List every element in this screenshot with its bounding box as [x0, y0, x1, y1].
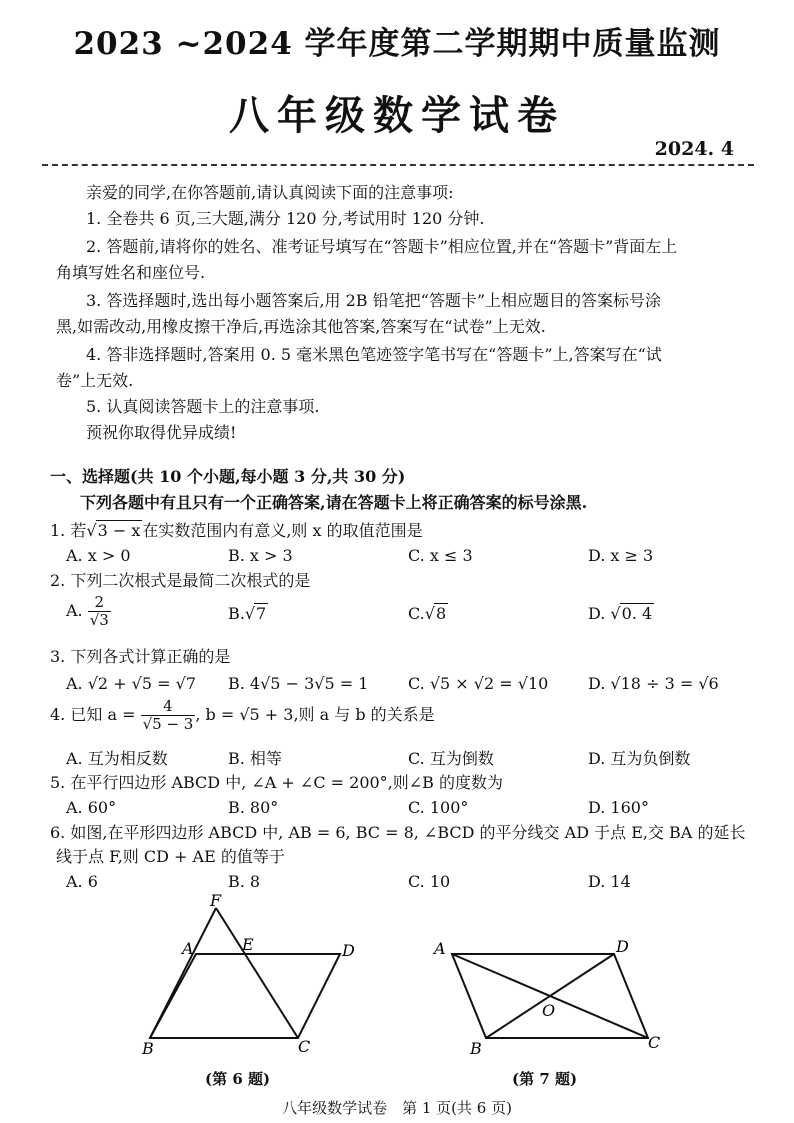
q1-option-d: D. x ≥ 3	[588, 546, 654, 565]
fig7-label-d: D	[616, 937, 629, 956]
question-5-stem: 5. 在平行四边形 ABCD 中, ∠A + ∠C = 200°,则∠B 的度数为	[50, 773, 504, 792]
question-2-stem: 2. 下列二次根式是最简二次根式的是	[50, 571, 311, 590]
question-3-stem: 3. 下列各式计算正确的是	[50, 647, 231, 666]
notice-item-3: 3. 答选择题时,选出每小题答案后,用 2B 铅笔把“答题卡”上相应题目的答案标号涂	[86, 291, 661, 310]
fig6-label-a: A	[182, 939, 194, 958]
sqrt-sign: √	[86, 521, 97, 540]
notice-wish: 预祝你取得优异成绩!	[86, 423, 237, 442]
q2-option-d: D. √0. 4	[588, 604, 653, 623]
exam-date: 2024. 4	[654, 138, 734, 160]
q3-option-d: D. √18 ÷ 3 = √6	[588, 674, 719, 693]
q4-option-a: A. 互为相反数	[66, 749, 168, 768]
figure-6-caption: (第 6 题)	[205, 1070, 271, 1088]
fig6-label-b: B	[142, 1039, 154, 1058]
notice-item-4: 4. 答非选择题时,答案用 0. 5 毫米黑色笔迹签字笔书写在“答题卡”上,答案写在“试	[86, 345, 662, 364]
fig7-label-b: B	[470, 1039, 482, 1058]
q1-post: 在实数范围内有意义,则 x 的取值范围是	[142, 521, 423, 540]
fig6-line-fb	[150, 908, 216, 1038]
figure-7-diagram	[428, 928, 668, 1058]
q2-option-b: B.√7	[228, 604, 267, 623]
notice-item-2-cont: 角填写姓名和座位号.	[56, 263, 206, 282]
fig6-label-c: C	[298, 1037, 311, 1056]
section-heading: 一、选择题(共 10 个小题,每小题 3 分,共 30 分)	[50, 467, 406, 486]
notice-item-2: 2. 答题前,请将你的姓名、准考证号填写在“答题卡”相应位置,并在“答题卡”背面左上	[86, 237, 678, 256]
fig7-label-a: A	[434, 939, 446, 958]
question-4-stem: 4. 已知 a = $\frac{4}{√5 - 3}$ , b = √5 + 3,则 a 与 b 的关系是	[50, 697, 435, 733]
figure-6-diagram	[130, 892, 370, 1062]
question-6-line-2: 线于点 F,则 CD + AE 的值等于	[56, 847, 285, 866]
fig6-label-d: D	[342, 941, 355, 960]
fig6-line-fc	[216, 908, 298, 1038]
q5-option-a: A. 60°	[66, 798, 117, 817]
q1-radicand: 3 − x	[97, 521, 141, 540]
q4-fraction: $\frac{4}{√5 - 3}$	[142, 697, 194, 733]
q4-option-c: C. 互为倒数	[408, 749, 494, 768]
notice-item-5: 5. 认真阅读答题卡上的注意事项.	[86, 397, 320, 416]
figure-7-caption: (第 7 题)	[512, 1070, 578, 1088]
notice-intro: 亲爱的同学,在你答题前,请认真阅读下面的注意事项:	[86, 183, 454, 202]
q5-option-c: C. 100°	[408, 798, 469, 817]
q6-option-c: C. 10	[408, 872, 451, 891]
q4-option-b: B. 相等	[228, 749, 282, 768]
notice-item-4-cont: 卷”上无效.	[56, 371, 134, 390]
fig7-diagonal-bd	[486, 954, 614, 1038]
q3-option-c: C. √5 × √2 = √10	[408, 674, 549, 693]
question-1-stem	[50, 520, 423, 542]
q1-pre: 1. 若	[50, 521, 87, 540]
q5-option-b: B. 80°	[228, 798, 279, 817]
header-divider	[42, 164, 754, 166]
fig7-label-o: O	[542, 1001, 556, 1020]
q2-a-fraction: $\frac{2}{√3}$	[89, 593, 109, 629]
q2-option-c: C.√8	[408, 604, 447, 623]
page-footer: 八年级数学试卷 第 1 页(共 6 页)	[282, 1099, 512, 1117]
q6-option-d: D. 14	[588, 872, 631, 891]
fig6-label-f: F	[210, 892, 222, 910]
q1-option-a: A. x > 0	[66, 546, 131, 565]
fig6-parallelogram	[150, 954, 340, 1038]
question-6-line-1: 6. 如图,在平形四边形 ABCD 中, AB = 6, BC = 8, ∠BCD 的平分线交 AD 于点 E,交 BA 的延长	[50, 823, 746, 842]
q3-option-a: A. √2 + √5 = √7	[66, 674, 197, 693]
q4-option-d: D. 互为负倒数	[588, 749, 691, 768]
q1-option-c: C. x ≤ 3	[408, 546, 473, 565]
q5-option-d: D. 160°	[588, 798, 649, 817]
exam-subject-title: 八年级数学试卷	[229, 92, 565, 139]
q1-option-b: B. x > 3	[228, 546, 293, 565]
q6-option-b: B. 8	[228, 872, 261, 891]
notice-item-3-cont: 黑,如需改动,用橡皮擦干净后,再选涂其他答案,答案写在“试卷”上无效.	[56, 317, 546, 336]
exam-period-title: 2023 ~2024 学年度第二学期期中质量监测	[73, 26, 721, 62]
section-instruction: 下列各题中有且只有一个正确答案,请在答题卡上将正确答案的标号涂黑.	[80, 493, 588, 512]
fig7-label-c: C	[648, 1033, 661, 1052]
notice-item-1: 1. 全卷共 6 页,三大题,满分 120 分,考试用时 120 分钟.	[86, 209, 485, 228]
q6-option-a: A. 6	[66, 872, 98, 891]
fig6-label-e: E	[242, 935, 254, 954]
q2-option-a: A. $\frac{2}{√3}$	[66, 593, 109, 629]
q3-option-b: B. 4√5 − 3√5 = 1	[228, 674, 369, 693]
